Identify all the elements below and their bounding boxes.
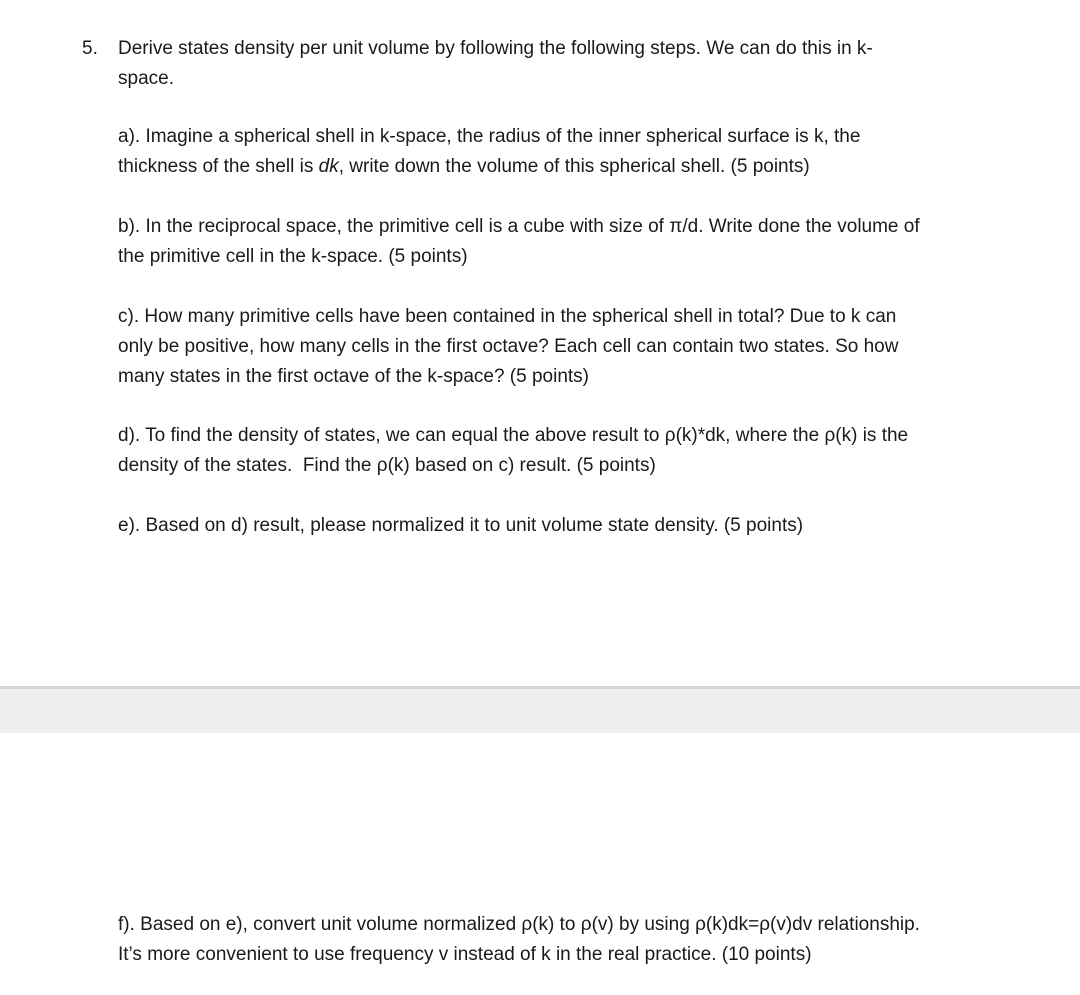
document-page-2 <box>0 733 1080 995</box>
part-b: b). In the reciprocal space, the primitive cell is a cube with size of π/d. Write done the volume of the primitive cell in the k-space. (5 points) <box>118 216 920 267</box>
part-a-dk: dk <box>318 156 339 177</box>
question-intro: Derive states density per unit volume by following the following steps. We can do this in k- space. <box>118 38 873 89</box>
part-a-text-2: , write down the volume of this spherical shell. (5 points) <box>338 156 810 177</box>
part-f: f). Based on e), convert unit volume normalized ρ(k) to ρ(v) by using ρ(k)dk=ρ(v)dv relationship. It’s more convenient to use frequency v instead of k in the real practice. (10 points) <box>118 914 920 965</box>
part-a-text-1: a). Imagine a spherical shell in k-space, the radius of the inner spherical surface is k, the thickness of the shell is <box>118 126 861 177</box>
question-number: 5. <box>82 38 98 59</box>
part-c: c). How many primitive cells have been contained in the spherical shell in total? Due to k can only be positive, how many cells in the first octave? Each cell can contain two states. So how many states in the first octave of the k-space? (5 points) <box>118 306 899 387</box>
part-e: e). Based on d) result, please normalized it to unit volume state density. (5 points) <box>118 515 804 536</box>
part-d: d). To find the density of states, we can equal the above result to ρ(k)*dk, where the ρ(k) is the density of the states. Find the ρ(k) based on c) result. (5 points) <box>118 425 909 476</box>
page-separator <box>0 686 1080 733</box>
part-a <box>118 122 1018 182</box>
